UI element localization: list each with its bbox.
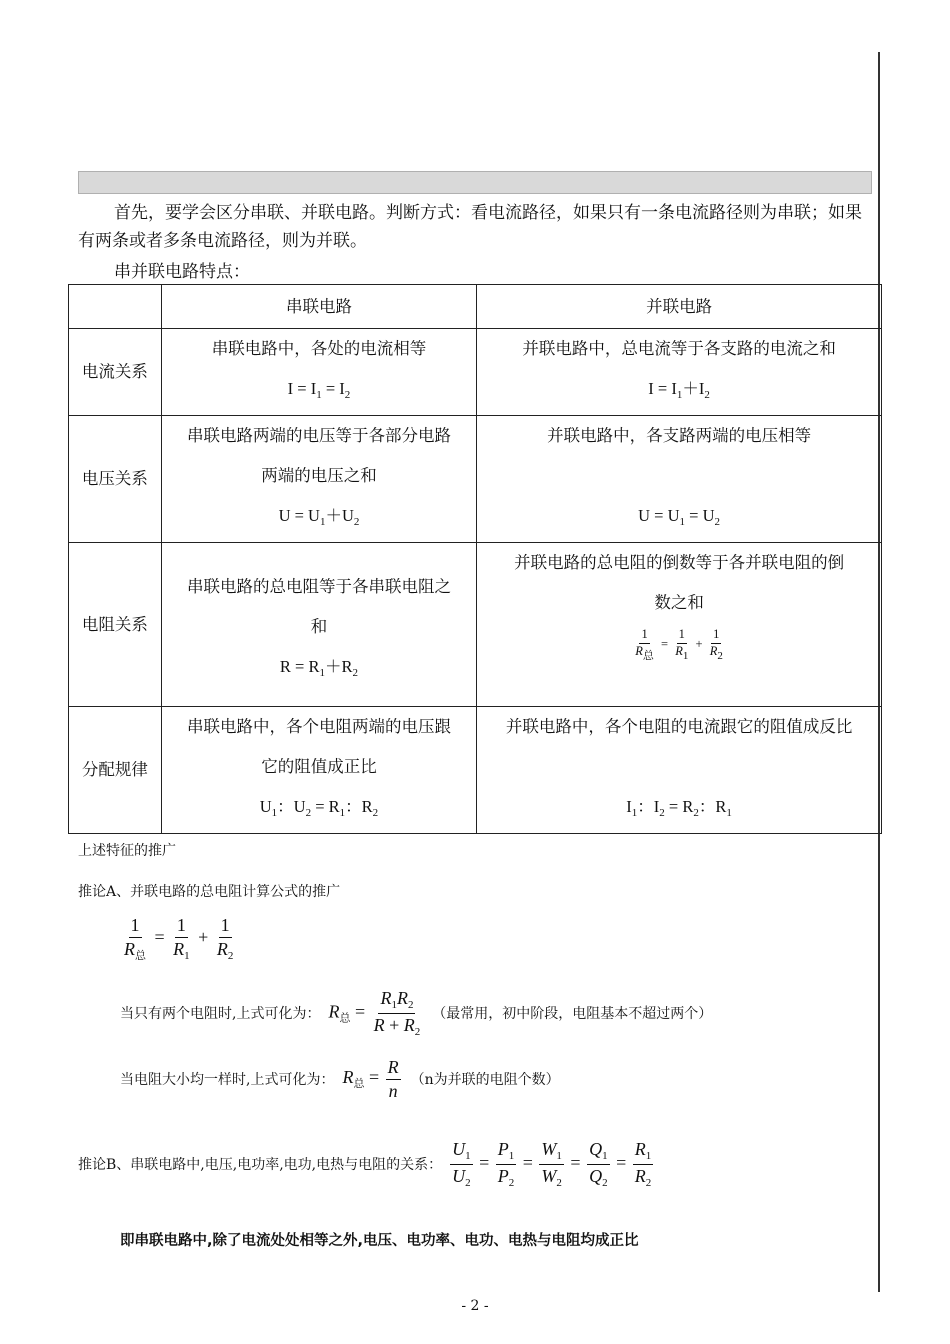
table-row: [69, 329, 882, 416]
series-cell: [161, 543, 476, 707]
series-current-formula: $I = I_1 = I_2$: [287, 379, 351, 401]
parallel-current-formula: $I = I_1+I_2$: [648, 379, 710, 401]
table-row: [69, 416, 882, 543]
circuit-comparison-table: [68, 284, 882, 834]
series-cell: [161, 416, 476, 543]
parallel-cell: [477, 329, 882, 416]
series-cell: [161, 707, 476, 834]
corollary-b-line: [78, 1138, 655, 1191]
two-resistor-formula: $R_总$ = $\frac{R_1R_2}{R + R_2}$: [328, 988, 421, 1038]
parallel-resistance-formula: $\frac{1}{R_总}$ = $\frac{1}{R_1}$ + $\frac{1}{R_2}$: [635, 627, 723, 662]
series-voltage-formula: $U = U_1+U_2$: [278, 506, 360, 528]
equal-resistor-formula: $R_总$ = $\frac{R}{n}$: [342, 1057, 399, 1101]
extension-title: 上述特征的推广: [78, 843, 176, 859]
cell-text: 并联电路中，总电流等于各支路的电流之和: [522, 339, 836, 358]
cell-text: 并联电路的总电阻的倒数等于各并联电阻的倒: [514, 553, 845, 572]
parallel-ratio-formula: $I_1$：$I_2 = R_2$：$R_1$: [626, 797, 732, 819]
conclusion-text: 即串联电路中,除了电流处处相等之外,电压、电功率、电功、电热与电阻均成正比: [120, 1233, 639, 1249]
cell-text: 两端的电压之和: [261, 466, 377, 485]
series-resistance-formula: $R = R_1+R_2$: [279, 657, 359, 679]
characteristics-heading: 串并联电路特点：: [114, 262, 250, 282]
cell-text: 串联电路两端的电压等于各部分电路: [186, 426, 451, 445]
header-series: 串联电路: [161, 285, 476, 329]
intro-paragraph: 首先，要学会区分串联、并联电路。判断方式：看电流路径，如果只有一条电流路径则为串联；如果有两条或者多条电流路径，则为并联。: [78, 203, 862, 251]
parallel-voltage-formula: $U = U_1 = U_2$: [638, 506, 720, 528]
equal-resistor-label: 当电阻大小均一样时,上式可化为：: [120, 1072, 335, 1088]
cell-text: 串联电路的总电阻等于各串联电阻之: [186, 577, 451, 596]
row-label: 分配规律: [69, 707, 162, 834]
header-parallel: 并联电路: [477, 285, 882, 329]
cell-text: 并联电路中，各个电阻的电流跟它的阻值成反比: [505, 717, 853, 736]
section-header-band: [78, 171, 872, 194]
cell-text: 和: [310, 617, 328, 636]
parallel-resistance-general-formula: $\frac{1}{R_总}$ = $\frac{1}{R_1}$ + $\frac{1}{R_2}$: [124, 915, 234, 962]
row-label: 电压关系: [69, 416, 162, 543]
cell-text: 并联电路中，各支路两端的电压相等: [547, 426, 812, 445]
parallel-cell: [477, 416, 882, 543]
row-label: 电流关系: [69, 329, 162, 416]
table-header-row: [69, 285, 882, 329]
two-resistor-line: [120, 987, 712, 1040]
cell-text: 数之和: [654, 593, 704, 612]
parallel-cell: [477, 543, 882, 707]
page-number: - 2 -: [461, 1298, 489, 1314]
series-cell: [161, 329, 476, 416]
parallel-cell: [477, 707, 882, 834]
table-row: [69, 543, 882, 707]
two-resistor-label: 当只有两个电阻时,上式可化为：: [120, 1006, 321, 1023]
table-row: [69, 707, 882, 834]
series-ratio-formula: $U_1$：$U_2 = R_1$：$R_2$: [259, 797, 379, 819]
corollary-b-heading: 推论B、串联电路中,电压,电功率,电功,电热与电阻的关系：: [78, 1157, 443, 1174]
equal-resistor-note: （n为并联的电阻个数）: [410, 1072, 560, 1088]
row-label: 电阻关系: [69, 543, 162, 707]
equal-resistor-line: [120, 1056, 560, 1102]
corner-cell: [69, 285, 162, 329]
series-proportion-formula: $\frac{U_1}{U_2}$ = $\frac{P_1}{P_2}$ = $\frac{W_1}{W_2}$ = $\frac{Q_1}{Q_2}$ = $\frac{R_1}{R_2}$: [452, 1139, 652, 1189]
cell-text: 串联电路中，各处的电流相等: [211, 339, 427, 358]
cell-text: 串联电路中，各个电阻两端的电压跟: [186, 717, 451, 736]
corollary-a-heading: 推论A、并联电路的总电阻计算公式的推广: [78, 884, 341, 900]
cell-text: 它的阻值成正比: [261, 757, 377, 776]
two-resistor-note: （最常用，初中阶段，电阻基本不超过两个）: [432, 1006, 713, 1023]
